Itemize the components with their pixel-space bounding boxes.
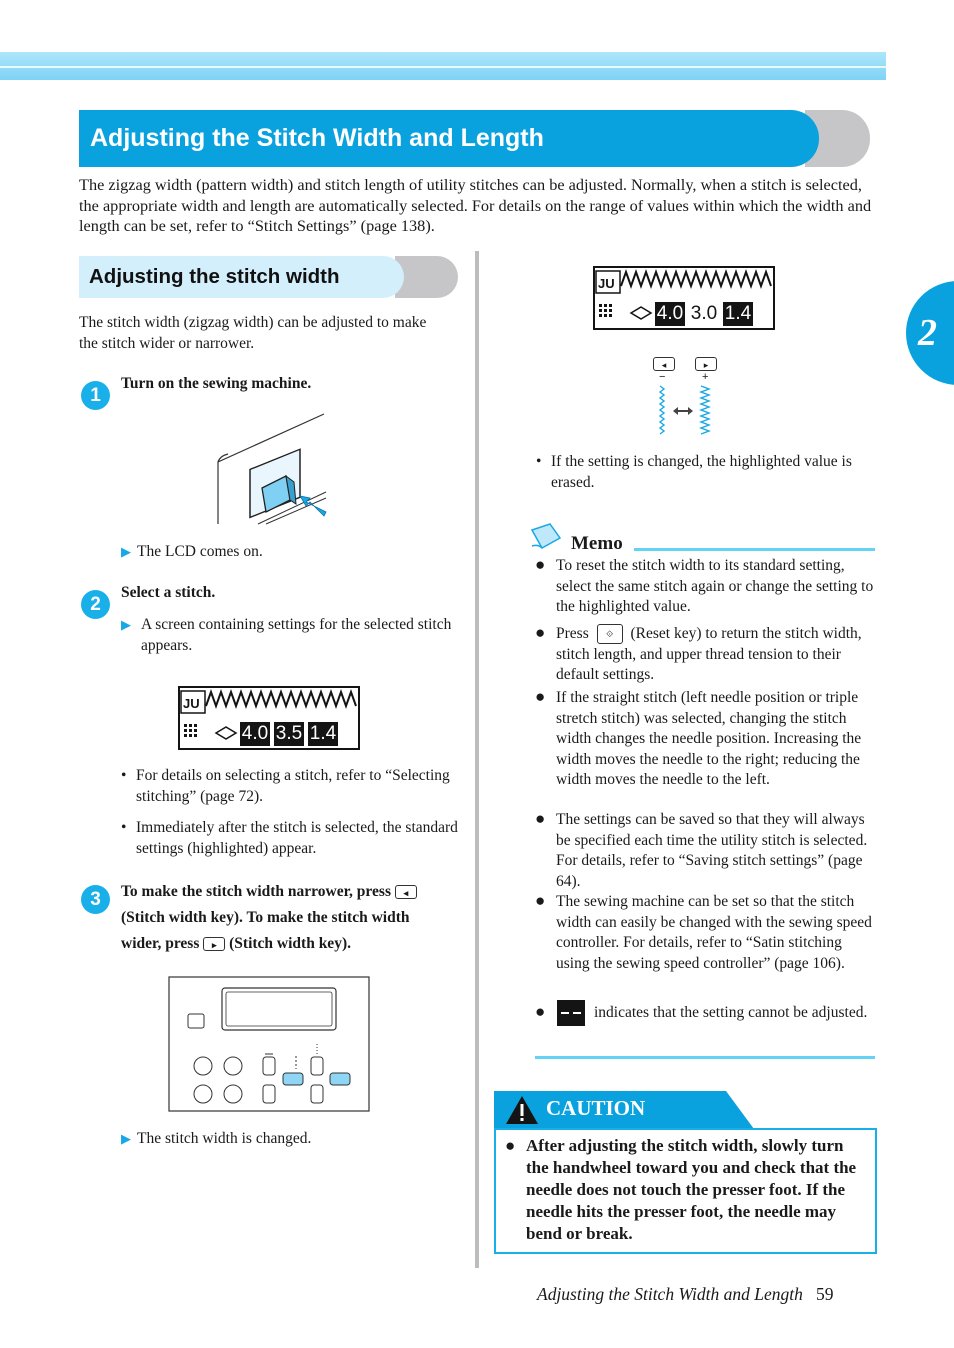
control-panel-illustration	[168, 976, 370, 1112]
memo-bottom-rule	[535, 1056, 875, 1059]
step-1-number: 1	[81, 381, 110, 410]
lcd-length-value: 3.0	[690, 303, 718, 324]
lcd-tension-value: 1.4	[724, 303, 752, 324]
result-arrow-icon: ▶	[121, 544, 131, 559]
bullet-dot: •	[121, 767, 127, 784]
stitch-width-plus-key-icon: ▸	[203, 937, 225, 951]
memo-item-1: ● To reset the stitch width to its standard setting, select the same stitch again or change the setting to the highlighted value.	[535, 555, 874, 615]
step-3-text: To make the stitch width narrower, press ◂ (Stitch width key). To make the stitch width wider, press ▸ (Stitch width key).	[121, 879, 461, 957]
setting-change-note: • If the setting is changed, the highlighted value is erased.	[536, 453, 852, 491]
memo-title: Memo	[571, 533, 623, 554]
step-1-text: Turn on the sewing machine.	[121, 375, 312, 392]
cannot-adjust-icon	[557, 1000, 585, 1026]
memo-item-4: ● The settings can be saved so that they will always be specified each time the utility stitch is selected. For details, refer to “Saving stitch settings” (page 64).	[535, 809, 868, 890]
result-arrow-icon: ▶	[121, 617, 131, 632]
bullet-dot: ●	[505, 1136, 516, 1155]
bullet-dot: •	[536, 453, 542, 470]
svg-text:JU: JU	[598, 276, 615, 291]
step-3-result: ▶ The stitch width is changed.	[121, 1130, 312, 1147]
memo-item-3: ● If the straight stitch (left needle position or triple stretch stitch) was selected, changing the stitch width changes the needle position. Increasing the width moves the needle to the right; reducing the width moves the needle to the left.	[535, 687, 862, 788]
bullet-dot: ●	[535, 555, 546, 574]
bullet-dot: ●	[535, 623, 546, 642]
subtitle-bar-shadow	[395, 256, 458, 298]
warning-icon	[504, 1094, 540, 1126]
step-2-text: Select a stitch.	[121, 584, 216, 601]
reset-key-icon: ⟐	[597, 624, 623, 644]
lcd-width-value: 4.0	[241, 723, 269, 744]
memo-item-2: ● Press ⟐ (Reset key) to return the stitch width, stitch length, and upper thread tension to their default settings.	[535, 623, 862, 683]
caution-title: CAUTION	[546, 1096, 646, 1120]
svg-text:JU: JU	[183, 696, 200, 711]
step-2-result: ▶ A screen containing settings for the selected stitch appears.	[121, 616, 452, 654]
chapter-tab[interactable]: 2	[906, 281, 954, 385]
page-number: 59	[816, 1284, 834, 1304]
memo-item-6: ● indicates that the setting cannot be adjusted.	[535, 1000, 875, 1024]
bullet-dot: ●	[535, 891, 546, 910]
width-minus-key-icon[interactable]: ◂	[653, 357, 675, 371]
lcd-width-value: 4.0	[656, 303, 684, 324]
width-plus-key-icon[interactable]: ▸	[695, 357, 717, 371]
plus-label: +	[702, 371, 709, 383]
step-2-number: 2	[81, 590, 110, 619]
step-2-note-1: • For details on selecting a stitch, refer to “Selecting stitching” (page 72).	[121, 767, 450, 805]
page-footer: Adjusting the Stitch Width and Length 59	[537, 1284, 834, 1304]
step-2-note-2: • Immediately after the stitch is selected, the standard settings (highlighted) appear.	[121, 819, 458, 857]
column-divider	[475, 251, 479, 1268]
memo-item-5: ● The sewing machine can be set so that the stitch width can easily be changed with the sewing speed controller. For details, refer to “Satin stitching using the sewing speed controller” (page 106).	[535, 891, 872, 972]
lcd-screen	[178, 686, 360, 750]
bullet-dot: ●	[535, 809, 546, 828]
lcd-tension-value: 1.4	[309, 723, 337, 744]
bullet-dot: ●	[535, 687, 546, 706]
page-title: Adjusting the Stitch Width and Length	[79, 110, 819, 167]
memo-icon	[528, 522, 564, 552]
intro-paragraph: The zigzag width (pattern width) and stitch length of utility stitches can be adjusted. Normally, when a stitch is selected, the appropriate width and length are automatically selected. For details on the range of values within which the width and length can be set, refer to “Stitch Settings” (page 138).	[79, 175, 872, 235]
stitch-width-minus-key-icon: ◂	[395, 885, 417, 899]
result-arrow-icon: ▶	[121, 1131, 131, 1146]
lcd-screen-changed	[593, 266, 775, 330]
width-change-diagram	[655, 384, 715, 436]
subsection-title: Adjusting the stitch width	[79, 256, 404, 298]
bullet-dot: ●	[535, 1002, 546, 1021]
subsection-intro: The stitch width (zigzag width) can be adjusted to make the stitch wider or narrower.	[79, 314, 427, 352]
caution-text: ● After adjusting the stitch width, slowly turn the handwheel toward you and check that the needle does not touch the presser foot. If the needle hits the presser foot, the needle may bend or break.	[505, 1136, 857, 1243]
power-switch-illustration	[214, 412, 330, 528]
memo-top-rule	[634, 548, 875, 551]
minus-label: −	[659, 371, 666, 383]
header-band	[0, 52, 886, 80]
bullet-dot: •	[121, 819, 127, 836]
step-3-number: 3	[81, 885, 110, 914]
lcd-length-value: 3.5	[275, 723, 303, 744]
step-1-result: ▶ The LCD comes on.	[121, 543, 263, 560]
